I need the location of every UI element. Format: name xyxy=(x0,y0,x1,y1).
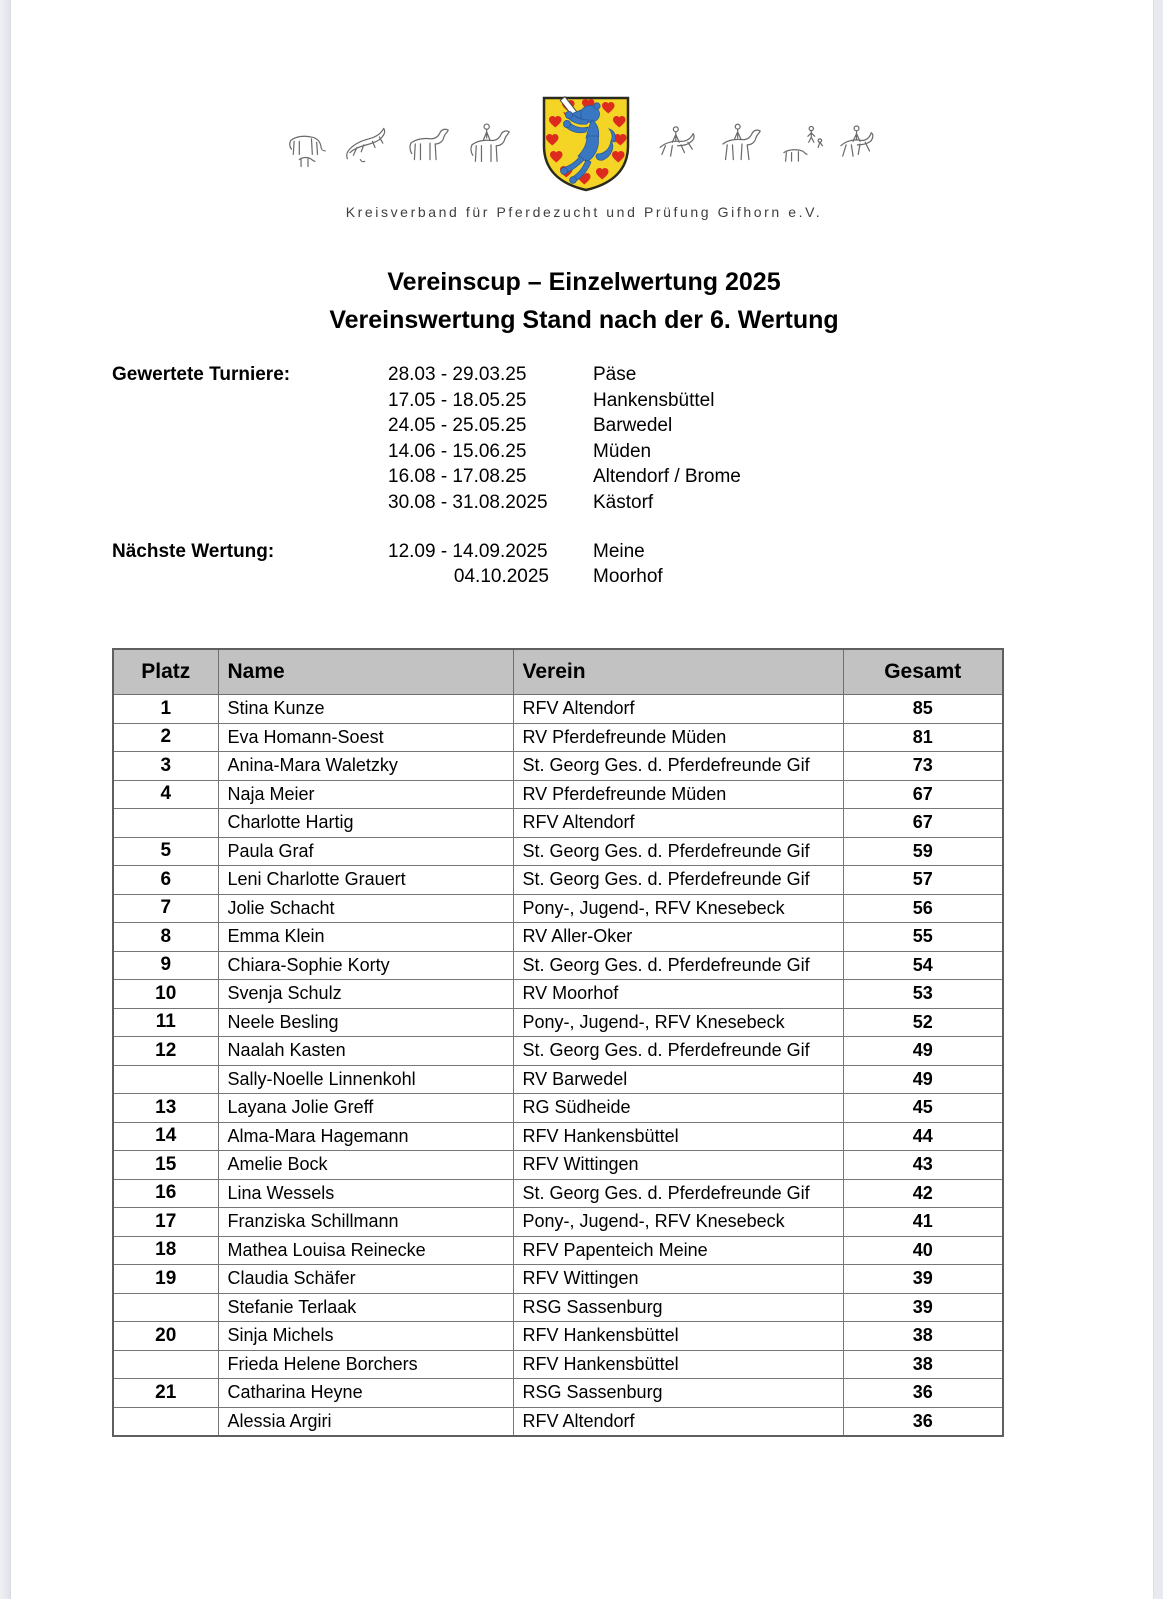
cell-name: Paula Graf xyxy=(218,837,513,866)
cell-platz: 10 xyxy=(113,980,218,1009)
title-line2: Vereinswertung Stand nach der 6. Wertung xyxy=(329,306,839,334)
table-row xyxy=(113,780,1003,809)
gifhorn-coat-of-arms xyxy=(540,94,632,194)
cell-name: Charlotte Hartig xyxy=(218,809,513,838)
cell-name: Stefanie Terlaak xyxy=(218,1293,513,1322)
cell-name: Anina-Mara Waletzky xyxy=(218,752,513,781)
cell-name: Amelie Bock xyxy=(218,1151,513,1180)
table-row xyxy=(113,1208,1003,1237)
cell-platz xyxy=(113,1065,218,1094)
cell-platz: 13 xyxy=(113,1094,218,1123)
schedule-location: Barwedel xyxy=(593,415,673,437)
table-row xyxy=(113,837,1003,866)
cell-verein: RV Moorhof xyxy=(513,980,843,1009)
cell-name: Svenja Schulz xyxy=(218,980,513,1009)
next-scoring-block xyxy=(112,539,741,590)
cell-verein: RFV Altendorf xyxy=(513,1407,843,1436)
cell-name: Naja Meier xyxy=(218,780,513,809)
cell-name: Emma Klein xyxy=(218,923,513,952)
cell-gesamt: 49 xyxy=(843,1065,1003,1094)
cell-gesamt: 56 xyxy=(843,894,1003,923)
cell-name: Sally-Noelle Linnenkohl xyxy=(218,1065,513,1094)
viewer-edge-left xyxy=(0,0,11,1599)
cell-gesamt: 54 xyxy=(843,951,1003,980)
cell-name: Catharina Heyne xyxy=(218,1379,513,1408)
standing-pony-icon xyxy=(404,119,456,169)
schedule-row xyxy=(112,439,741,465)
cell-verein: RV Aller-Oker xyxy=(513,923,843,952)
cell-gesamt: 81 xyxy=(843,723,1003,752)
cell-name: Frieda Helene Borchers xyxy=(218,1350,513,1379)
cell-name: Neele Besling xyxy=(218,1008,513,1037)
cell-verein: St. Georg Ges. d. Pferdefreunde Gif xyxy=(513,752,843,781)
cell-verein: RV Pferdefreunde Müden xyxy=(513,780,843,809)
walking-horse-rider-icon xyxy=(716,118,768,170)
cell-verein: Pony-, Jugend-, RFV Knesebeck xyxy=(513,894,843,923)
cell-gesamt: 85 xyxy=(843,695,1003,724)
cell-platz: 7 xyxy=(113,894,218,923)
cell-gesamt: 52 xyxy=(843,1008,1003,1037)
cell-platz: 19 xyxy=(113,1265,218,1294)
cell-verein: RFV Papenteich Meine xyxy=(513,1236,843,1265)
schedule-label xyxy=(112,413,388,439)
cell-gesamt: 57 xyxy=(843,866,1003,895)
schedule-date: 30.08 - 31.08.2025 xyxy=(388,491,548,513)
cell-gesamt: 49 xyxy=(843,1037,1003,1066)
cell-verein: RFV Hankensbüttel xyxy=(513,1122,843,1151)
cell-verein: RG Südheide xyxy=(513,1094,843,1123)
table-row xyxy=(113,1265,1003,1294)
schedule-row xyxy=(112,490,741,516)
cell-name: Lina Wessels xyxy=(218,1179,513,1208)
cell-verein: St. Georg Ges. d. Pferdefreunde Gif xyxy=(513,1037,843,1066)
logo-row xyxy=(282,93,886,195)
cell-name: Claudia Schäfer xyxy=(218,1265,513,1294)
table-row xyxy=(113,1122,1003,1151)
cell-verein: RFV Altendorf xyxy=(513,695,843,724)
cell-platz: 3 xyxy=(113,752,218,781)
cell-name: Leni Charlotte Grauert xyxy=(218,866,513,895)
cell-gesamt: 73 xyxy=(843,752,1003,781)
cell-gesamt: 36 xyxy=(843,1407,1003,1436)
schedule-label: Gewertete Turniere: xyxy=(112,364,291,385)
table-row xyxy=(113,1094,1003,1123)
cell-platz: 16 xyxy=(113,1179,218,1208)
cell-name: Jolie Schacht xyxy=(218,894,513,923)
cell-gesamt: 67 xyxy=(843,780,1003,809)
cell-name: Eva Homann-Soest xyxy=(218,723,513,752)
cell-platz xyxy=(113,809,218,838)
schedule-label xyxy=(112,388,388,414)
cell-gesamt: 44 xyxy=(843,1122,1003,1151)
cell-verein: RSG Sassenburg xyxy=(513,1379,843,1408)
association-name: Kreisverband für Pferdezucht und Prüfung Gifhorn e.V. xyxy=(345,204,823,220)
cell-platz: 14 xyxy=(113,1122,218,1151)
schedule-label: Nächste Wertung: xyxy=(112,540,275,562)
table-header-row xyxy=(113,649,1003,695)
cell-name: Franziska Schillmann xyxy=(218,1208,513,1237)
cell-verein: RFV Hankensbüttel xyxy=(513,1322,843,1351)
grazing-horse-icon xyxy=(282,116,334,172)
cell-gesamt: 38 xyxy=(843,1322,1003,1351)
cell-platz: 1 xyxy=(113,695,218,724)
cell-gesamt: 39 xyxy=(843,1265,1003,1294)
cell-gesamt: 38 xyxy=(843,1350,1003,1379)
table-row xyxy=(113,1379,1003,1408)
schedule-row xyxy=(112,388,741,414)
cell-gesamt: 43 xyxy=(843,1151,1003,1180)
cell-verein: RV Barwedel xyxy=(513,1065,843,1094)
schedule-label xyxy=(112,464,388,490)
cell-name: Sinja Michels xyxy=(218,1322,513,1351)
schedule-row xyxy=(112,539,741,565)
cell-gesamt: 45 xyxy=(843,1094,1003,1123)
table-row xyxy=(113,1179,1003,1208)
schedule-location: Kästorf xyxy=(593,491,654,513)
cell-verein: RV Pferdefreunde Müden xyxy=(513,723,843,752)
schedule-location: Päse xyxy=(593,364,637,385)
cell-name: Stina Kunze xyxy=(218,695,513,724)
cell-platz: 4 xyxy=(113,780,218,809)
vaulting-figures-icon xyxy=(777,118,825,170)
cell-platz: 8 xyxy=(113,923,218,952)
cell-verein: RFV Wittingen xyxy=(513,1265,843,1294)
cell-verein: Pony-, Jugend-, RFV Knesebeck xyxy=(513,1208,843,1237)
results-table xyxy=(112,648,1004,1437)
schedule-location: Hankensbüttel xyxy=(593,389,715,411)
table-row xyxy=(113,1151,1003,1180)
schedule-location: Altendorf / Brome xyxy=(593,466,741,488)
schedule-date: 16.08 - 17.08.25 xyxy=(388,466,527,488)
column-header-verein: Verein xyxy=(513,649,843,695)
table-row xyxy=(113,923,1003,952)
cell-gesamt: 42 xyxy=(843,1179,1003,1208)
cell-platz: 11 xyxy=(113,1008,218,1037)
table-row xyxy=(113,866,1003,895)
schedule-row xyxy=(112,464,741,490)
cell-name: Mathea Louisa Reinecke xyxy=(218,1236,513,1265)
cell-name: Layana Jolie Greff xyxy=(218,1094,513,1123)
cell-gesamt: 40 xyxy=(843,1236,1003,1265)
dressage-horse-rider-icon xyxy=(834,118,886,170)
table-row xyxy=(113,1322,1003,1351)
cell-platz: 6 xyxy=(113,866,218,895)
cell-verein: RFV Altendorf xyxy=(513,809,843,838)
cell-name: Chiara-Sophie Korty xyxy=(218,951,513,980)
association-logo xyxy=(0,93,1168,220)
cell-gesamt: 41 xyxy=(843,1208,1003,1237)
schedule-location: Moorhof xyxy=(593,566,663,588)
title-line1: Vereinscup – Einzelwertung 2025 xyxy=(387,268,781,296)
table-row xyxy=(113,723,1003,752)
column-header-name: Name xyxy=(218,649,513,695)
cell-name: Naalah Kasten xyxy=(218,1037,513,1066)
cell-platz: 2 xyxy=(113,723,218,752)
cell-verein: RSG Sassenburg xyxy=(513,1293,843,1322)
schedule-date: 14.06 - 15.06.25 xyxy=(388,440,527,462)
column-header-platz: Platz xyxy=(113,649,218,695)
cell-platz: 18 xyxy=(113,1236,218,1265)
horse-with-rider-icon xyxy=(465,117,517,171)
cell-platz: 17 xyxy=(113,1208,218,1237)
cell-verein: RFV Hankensbüttel xyxy=(513,1350,843,1379)
table-row xyxy=(113,1065,1003,1094)
cell-platz: 9 xyxy=(113,951,218,980)
schedule-date: 24.05 - 25.05.25 xyxy=(388,415,527,437)
table-row xyxy=(113,695,1003,724)
cell-verein: St. Georg Ges. d. Pferdefreunde Gif xyxy=(513,866,843,895)
cell-verein: St. Georg Ges. d. Pferdefreunde Gif xyxy=(513,1179,843,1208)
column-header-gesamt: Gesamt xyxy=(843,649,1003,695)
cantering-horse-rider-icon xyxy=(655,118,707,170)
schedule-date: 12.09 - 14.09.2025 xyxy=(388,540,548,562)
cell-platz: 21 xyxy=(113,1379,218,1408)
cell-platz: 5 xyxy=(113,837,218,866)
cell-gesamt: 36 xyxy=(843,1379,1003,1408)
table-row xyxy=(113,951,1003,980)
cell-gesamt: 39 xyxy=(843,1293,1003,1322)
cell-platz: 20 xyxy=(113,1322,218,1351)
table-row xyxy=(113,809,1003,838)
viewer-edge-right xyxy=(1153,0,1163,1599)
table-row xyxy=(113,752,1003,781)
cell-platz xyxy=(113,1293,218,1322)
cell-platz: 15 xyxy=(113,1151,218,1180)
schedule-row xyxy=(112,564,741,590)
schedule-row xyxy=(112,413,741,439)
jumping-horse-icon xyxy=(343,118,395,170)
cell-gesamt: 53 xyxy=(843,980,1003,1009)
schedule-section xyxy=(112,362,741,590)
cell-verein: Pony-, Jugend-, RFV Knesebeck xyxy=(513,1008,843,1037)
schedule-location: Müden xyxy=(593,440,652,462)
table-row xyxy=(113,1008,1003,1037)
schedule-label xyxy=(112,439,388,465)
schedule-label xyxy=(112,564,388,590)
cell-platz xyxy=(113,1350,218,1379)
cell-platz: 12 xyxy=(113,1037,218,1066)
cell-gesamt: 59 xyxy=(843,837,1003,866)
schedule-date: 04.10.2025 xyxy=(453,566,549,588)
cell-verein: St. Georg Ges. d. Pferdefreunde Gif xyxy=(513,951,843,980)
table-row xyxy=(113,1407,1003,1436)
schedule-date: 28.03 - 29.03.25 xyxy=(388,364,527,385)
table-row xyxy=(113,1037,1003,1066)
cell-verein: RFV Wittingen xyxy=(513,1151,843,1180)
cell-verein: St. Georg Ges. d. Pferdefreunde Gif xyxy=(513,837,843,866)
table-row xyxy=(113,894,1003,923)
document-title xyxy=(0,263,1168,339)
cell-gesamt: 55 xyxy=(843,923,1003,952)
table-row xyxy=(113,980,1003,1009)
schedule-location: Meine xyxy=(593,540,645,562)
cell-platz xyxy=(113,1407,218,1436)
cell-name: Alma-Mara Hagemann xyxy=(218,1122,513,1151)
schedule-date: 17.05 - 18.05.25 xyxy=(388,389,527,411)
cell-gesamt: 67 xyxy=(843,809,1003,838)
table-row xyxy=(113,1350,1003,1379)
schedule-row xyxy=(112,362,741,388)
cell-name: Alessia Argiri xyxy=(218,1407,513,1436)
table-row xyxy=(113,1236,1003,1265)
schedule-label xyxy=(112,490,388,516)
table-row xyxy=(113,1293,1003,1322)
scored-tournaments-block xyxy=(112,362,741,516)
